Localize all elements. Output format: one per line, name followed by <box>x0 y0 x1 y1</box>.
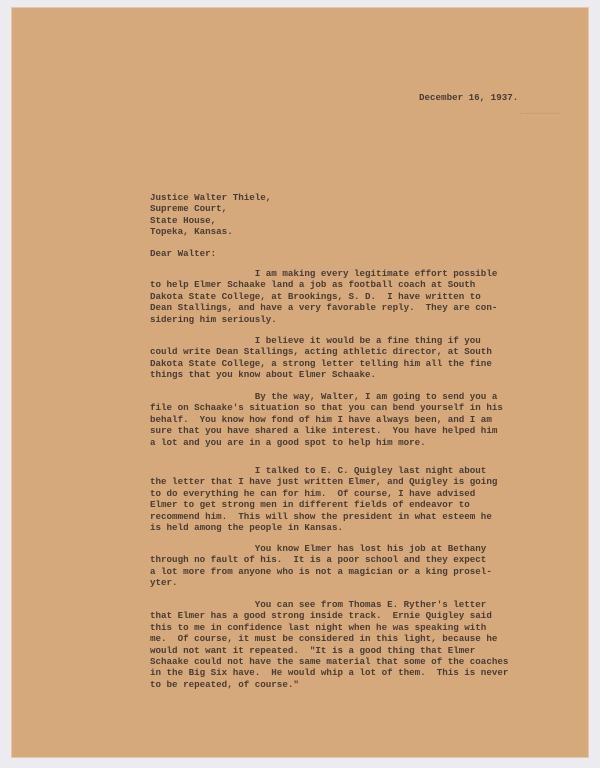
address-line: Supreme Court, <box>150 203 228 215</box>
text-line: Schaake could not have the same material that some of the coaches <box>150 656 509 668</box>
letter-date: December 16, 1937. <box>419 92 519 103</box>
text-line: You know Elmer has lost his job at Bethany <box>150 543 487 554</box>
text-line: sidering him seriously. <box>150 313 277 325</box>
text-line: the letter that I have just written Elmer, and Quigley is going <box>150 476 498 488</box>
paragraph-2 <box>150 335 492 381</box>
salutation: Dear Walter: <box>150 248 217 259</box>
text-line: to do everything he can for him. Of course, I have advised <box>150 487 476 499</box>
text-line: Dakota State College, a strong letter telling him all the fine <box>150 357 492 369</box>
paragraph-4 <box>150 465 497 533</box>
text-line: Elmer to get strong men in different fields of endeavor to <box>150 499 470 511</box>
text-line: to help Elmer Schaake land a job as football coach at South <box>150 279 476 291</box>
text-line: You can see from Thomas E. Ryther's letter <box>150 599 487 610</box>
address-line: Justice Walter Thiele, <box>150 192 272 203</box>
text-line: yter. <box>150 577 178 589</box>
recipient-address <box>150 192 271 238</box>
text-line: is held among the people in Kansas. <box>150 522 343 534</box>
text-line: things that you know about Elmer Schaake. <box>150 369 377 381</box>
paragraph-1 <box>150 268 497 325</box>
text-line: recommend him. This will show the president in what esteem he <box>150 510 492 522</box>
text-line: me. Of course, it must be considered in this light, because he <box>150 633 498 645</box>
paragraph-6 <box>150 599 508 690</box>
text-line: that Elmer has a good strong inside track. Ernie Quigley said <box>150 610 492 622</box>
text-line: file on Schaake's situation so that you can bend yourself in his <box>150 402 503 414</box>
text-line: I am making every legitimate effort possible <box>150 268 498 279</box>
text-line: I talked to E. C. Quigley last night about <box>150 465 487 476</box>
text-line: in the Big Six have. He would whip a lot of them. This is never <box>150 667 509 679</box>
text-line: could write Dean Stallings, acting athletic director, at South <box>150 346 492 358</box>
address-line: Topeka, Kansas. <box>150 226 233 238</box>
text-line: a lot and you are in a good spot to help him more. <box>150 436 426 448</box>
text-line: By the way, Walter, I am going to send you a <box>150 391 498 402</box>
text-line: this to me in confidence last night when he was speaking with <box>150 621 487 633</box>
paragraph-5 <box>150 543 492 589</box>
paragraph-3 <box>150 391 503 448</box>
text-line: sure that you have shared a like interest. You have helped him <box>150 425 498 437</box>
address-line: State House, <box>150 214 217 226</box>
text-line: Dakota State College, at Brookings, S. D. I have written to <box>150 290 481 302</box>
text-line: a lot more from anyone who is not a magician or a king prosel- <box>150 565 492 577</box>
text-line: Dean Stallings, and have a very favorable reply. They are con- <box>150 302 498 314</box>
text-line: through no fault of his. It is a poor school and they expect <box>150 554 487 566</box>
faint-mark <box>520 113 560 117</box>
text-line: I believe it would be a fine thing if you <box>150 335 481 346</box>
text-line: behalf. You know how fond of him I have always been, and I am <box>150 413 492 425</box>
text-line: would not want it repeated. "It is a good thing that Elmer <box>150 644 476 656</box>
text-line: to be repeated, of course." <box>150 678 299 690</box>
